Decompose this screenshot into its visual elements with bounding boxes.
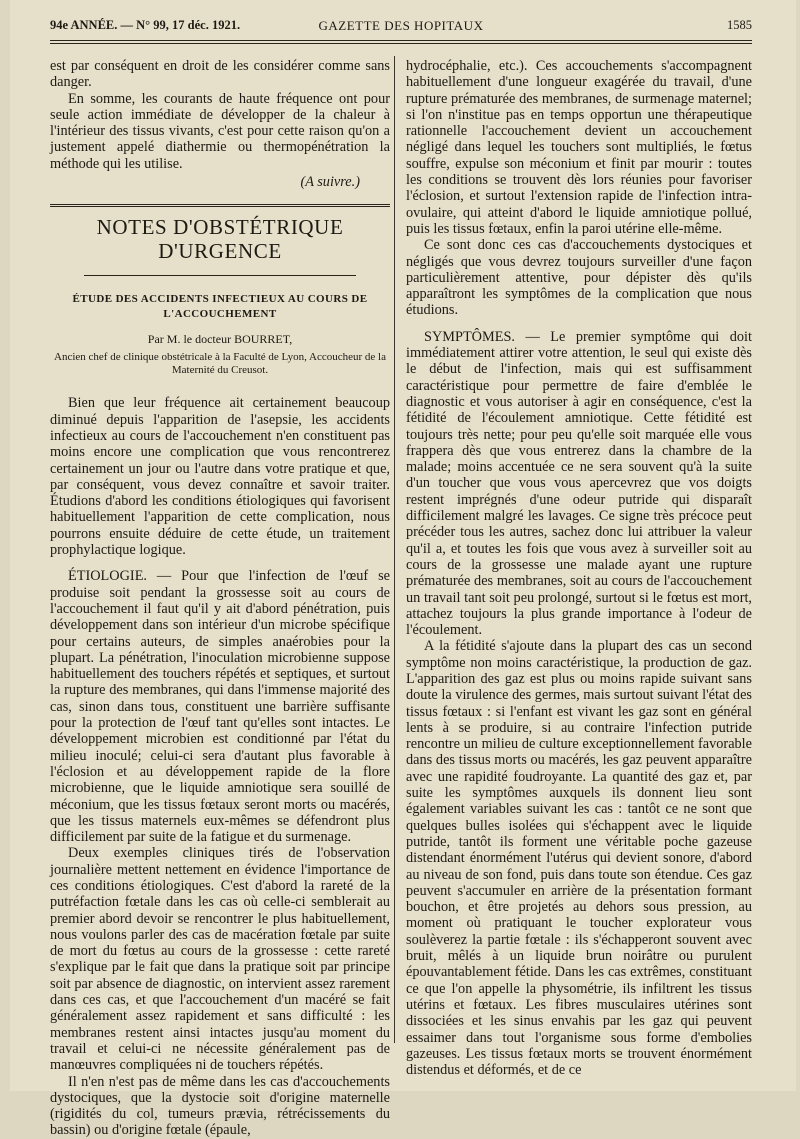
author-affiliation: Ancien chef de clinique obstétricale à la Faculté de Lyon, Accoucheur de la Maternité du Creusot. [54, 351, 386, 377]
header-rule-2 [50, 43, 752, 44]
paragraph: hydrocéphalie, etc.). Ces accouchements s'accompagnent habituellement d'une longueur exagérée du travail, d'une rupture prématurée des membranes, de surmenage maternel; si l'on n'institue pas en temps opportun une thérapeutique rationnelle l'accouchement devient un accouchement négligé dans lequel les touchers sont multipliés, le fœtus souffre, expulse son méconium et finit par mourir : toutes les conditions se trouvent dès lors réunies pour favoriser l'éclosion, et surtout l'extension rapide de l'infection intra-ovulaire, qui atteint d'abord le liquide amniotique pollué, puis les tissus fœtaux, enfin la paroi utérine elle-même. [406, 58, 752, 237]
paragraph: En somme, les courants de haute fréquence ont pour seule action immédiate de développer de la chaleur à l'intérieur des tissus vivants, c'est pour cette raison qu'on a justement appelé diathermie ou thermopénétration la méthode qui les utilise. [50, 90, 390, 172]
page-number: 1585 [727, 18, 752, 32]
right-column [406, 58, 752, 1078]
article-subtitle: ÉTUDE DES ACCIDENTS INFECTIEUX AU COURS DE L'ACCOUCHEMENT [72, 293, 368, 321]
paragraph-symptomes: SYMPTÔMES. — Le premier symptôme qui doit immédiatement attirer votre attention, le seul qui existe dès le début de l'infection, mais qui est suffisamment caractéristique pour permettre de faire d'emblée le diagnostic et vous autoriser à agir en conséquence, c'est la fétidité de l'écoulement amniotique. Cette fétidité est toujours très nette; pour peu qu'elle soit marquée elle vous frappera dès que vous entrerez dans la chambre de la malade; moins accentuée ce ne sera souvent qu'à la suite d'un toucher que vous vous apercevrez que vos doigts restent imprégnés d'une odeur putride qui disparaît difficilement malgré les lavages. Ce signe très précoce peut précéder tous les autres, sachez donc lui attribuer la valeur qu'il a, et toutes les fois que vous avez à surveiller soit au cours de la grossesse une malade ayant une rupture prématurée des membranes, soit au cours de l'accouchement un travail tant soit peu prolongé, surtout si le fœtus est mort, attachez toujours la plus grande importance à l'odeur de l'écoulement. [406, 328, 752, 639]
paragraph: Bien que leur fréquence ait certainement beaucoup diminué depuis l'apparition de l'asepsie, les accidents infectieux au cours de l'accouchement n'en constituent pas moins encore une complication que vous rencontrerez certainement un jour ou l'autre dans votre pratique et que, par conséquent, vous devez connaître et savoir traiter. Étudions d'abord les conditions étiologiques qui favorisent habituellement l'apparition de cette complication, nous pourrons ensuite déduire de cette étude, un traitement prophylactique logique. [50, 395, 390, 559]
journal-title: GAZETTE DES HOPITAUX [318, 18, 484, 33]
header-rule [50, 40, 752, 41]
title-rule [84, 275, 356, 276]
left-column [50, 58, 390, 1139]
paragraph: Ce sont donc ces cas d'accouchements dystociques et négligés que vous devrez toujours surveiller d'une façon particulièrement attentive, pour dépister dès qu'ils apparaîtront les symptômes de la complication que nous étudions. [406, 237, 752, 319]
paragraph: A la fétidité s'ajoute dans la plupart des cas un second symptôme non moins caractéristique, la production de gaz. L'apparition des gaz est plus ou moins rapide suivant sans doute la virulence des germes, mais surtout suivant l'état des tissus fœtaux : si l'enfant est vivant les gaz sont en général lents à se produire, si au contraire l'infection putride rencontre un milieu de culture exceptionnellement favorable dans des tissus morts ou macérés, les gaz peuvent apparaître avec une rapidité foudroyante. La quantité des gaz et, par suite les symptômes auxquels ils donnent lieu sont également variables suivant les cas : tantôt ce ne sont que quelques bulles isolées qui s'échappent avec le liquide putride, tantôt ils forment une véritable poche gazeuse distendant énormément l'utérus qui devient sonore, d'abord au niveau de son fond, puis dans toute son étendue. Ces gaz peuvent s'accumuler en arrière de la présentation formant bouchon, et être projetés au dehors sous pression, au moment où pratiquant le toucher explorateur vous soulèverez la partie fœtale : ils s'échapperont souvent avec bruit, mêlés à un liquide brun noirâtre ou purulent épouvantablement fétide. Dans les cas extrêmes, constituant ce que l'on appelle la physométrie, ils infiltrent les tissus utérins et fœtaux. Les fibres musculaires utérines sont dissociées et les sinus envahis par les gaz qui peuvent essaimer dans tout l'organisme sous forme d'embolies gazeuses. Les tissus fœtaux morts se trouvent énormément distendus et déformés, et de ce [406, 638, 752, 1079]
issue-info: 94e ANNÉE. — N° 99, 17 déc. 1921. [50, 18, 241, 32]
paragraph: Deux exemples cliniques tirés de l'observation journalière mettent nettement en évidence l'importance de ces conditions étiologiques. C'est d'abord la rareté de la putréfaction fœtale dans les cas où celle-ci semblerait au premier abord devoir se rencontrer le plus habituellement, nous voulons parler des cas de macération fœtale par suite de mort du fœtus au cours de la grossesse : cette rareté s'explique par le fait que dans la pratique soit par principe soit par absence de diagnostic, on intervient assez rarement dans ces cas, et que l'accouchement d'un macéré se fait généralement assez rapidement et sans difficulté : les membranes restent ainsi intactes jusqu'au moment du travail et celui-ci ne nécessite généralement pas de manœuvres compliquées ni de touchers répétés. [50, 845, 390, 1074]
author-line: Par M. le docteur BOURRET, [147, 332, 293, 347]
paragraph-etiologie: ÉTIOLOGIE. — Pour que l'infection de l'œuf se produise soit pendant la grossesse soit au cours de l'accouchement il faut qu'il y ait d'abord pénétration, puis développement dans son intérieur d'un microbe spécifique pour certains auteurs, de simples anaérobies pour la plupart. La pénétration, l'inoculation microbienne suppose habituellement des touchers répétés et septiques, et surtout la rupture des membranes, qui dans l'immense majorité des cas, sinon dans tous, constituent une barrière suffisante pour la protection de l'œuf tant qu'elles sont intactes. Le développement microbien est conditionné par l'état du milieu inoculé; celui-ci sera d'autant plus favorable à l'éclosion et au développement rapide de la flore microbienne, que le liquide amniotique sera souillé de méconium, que les tissus fœtaux seront morts ou macérés, que les tissus maternels eux-mêmes se défendront plus difficilement par suite de la fatigue et du surmenage. [50, 568, 390, 846]
running-header [50, 18, 752, 40]
column-divider [394, 56, 395, 1043]
paragraph: Il n'en n'est pas de même dans les cas d'accouchements dystociques, que la dystocie soit d'origine maternelle (rigidités du col, tumeurs prævia, rétrécissements du bassin) ou d'origine fœtale (épaule, [50, 1073, 390, 1139]
section-title: NOTES D'OBSTÉTRIQUE D'URGENCE [50, 204, 390, 269]
to-be-continued: (A suivre.) [300, 174, 360, 191]
paragraph: est par conséquent en droit de les considérer comme sans danger. [50, 58, 390, 91]
page [10, 0, 796, 1139]
